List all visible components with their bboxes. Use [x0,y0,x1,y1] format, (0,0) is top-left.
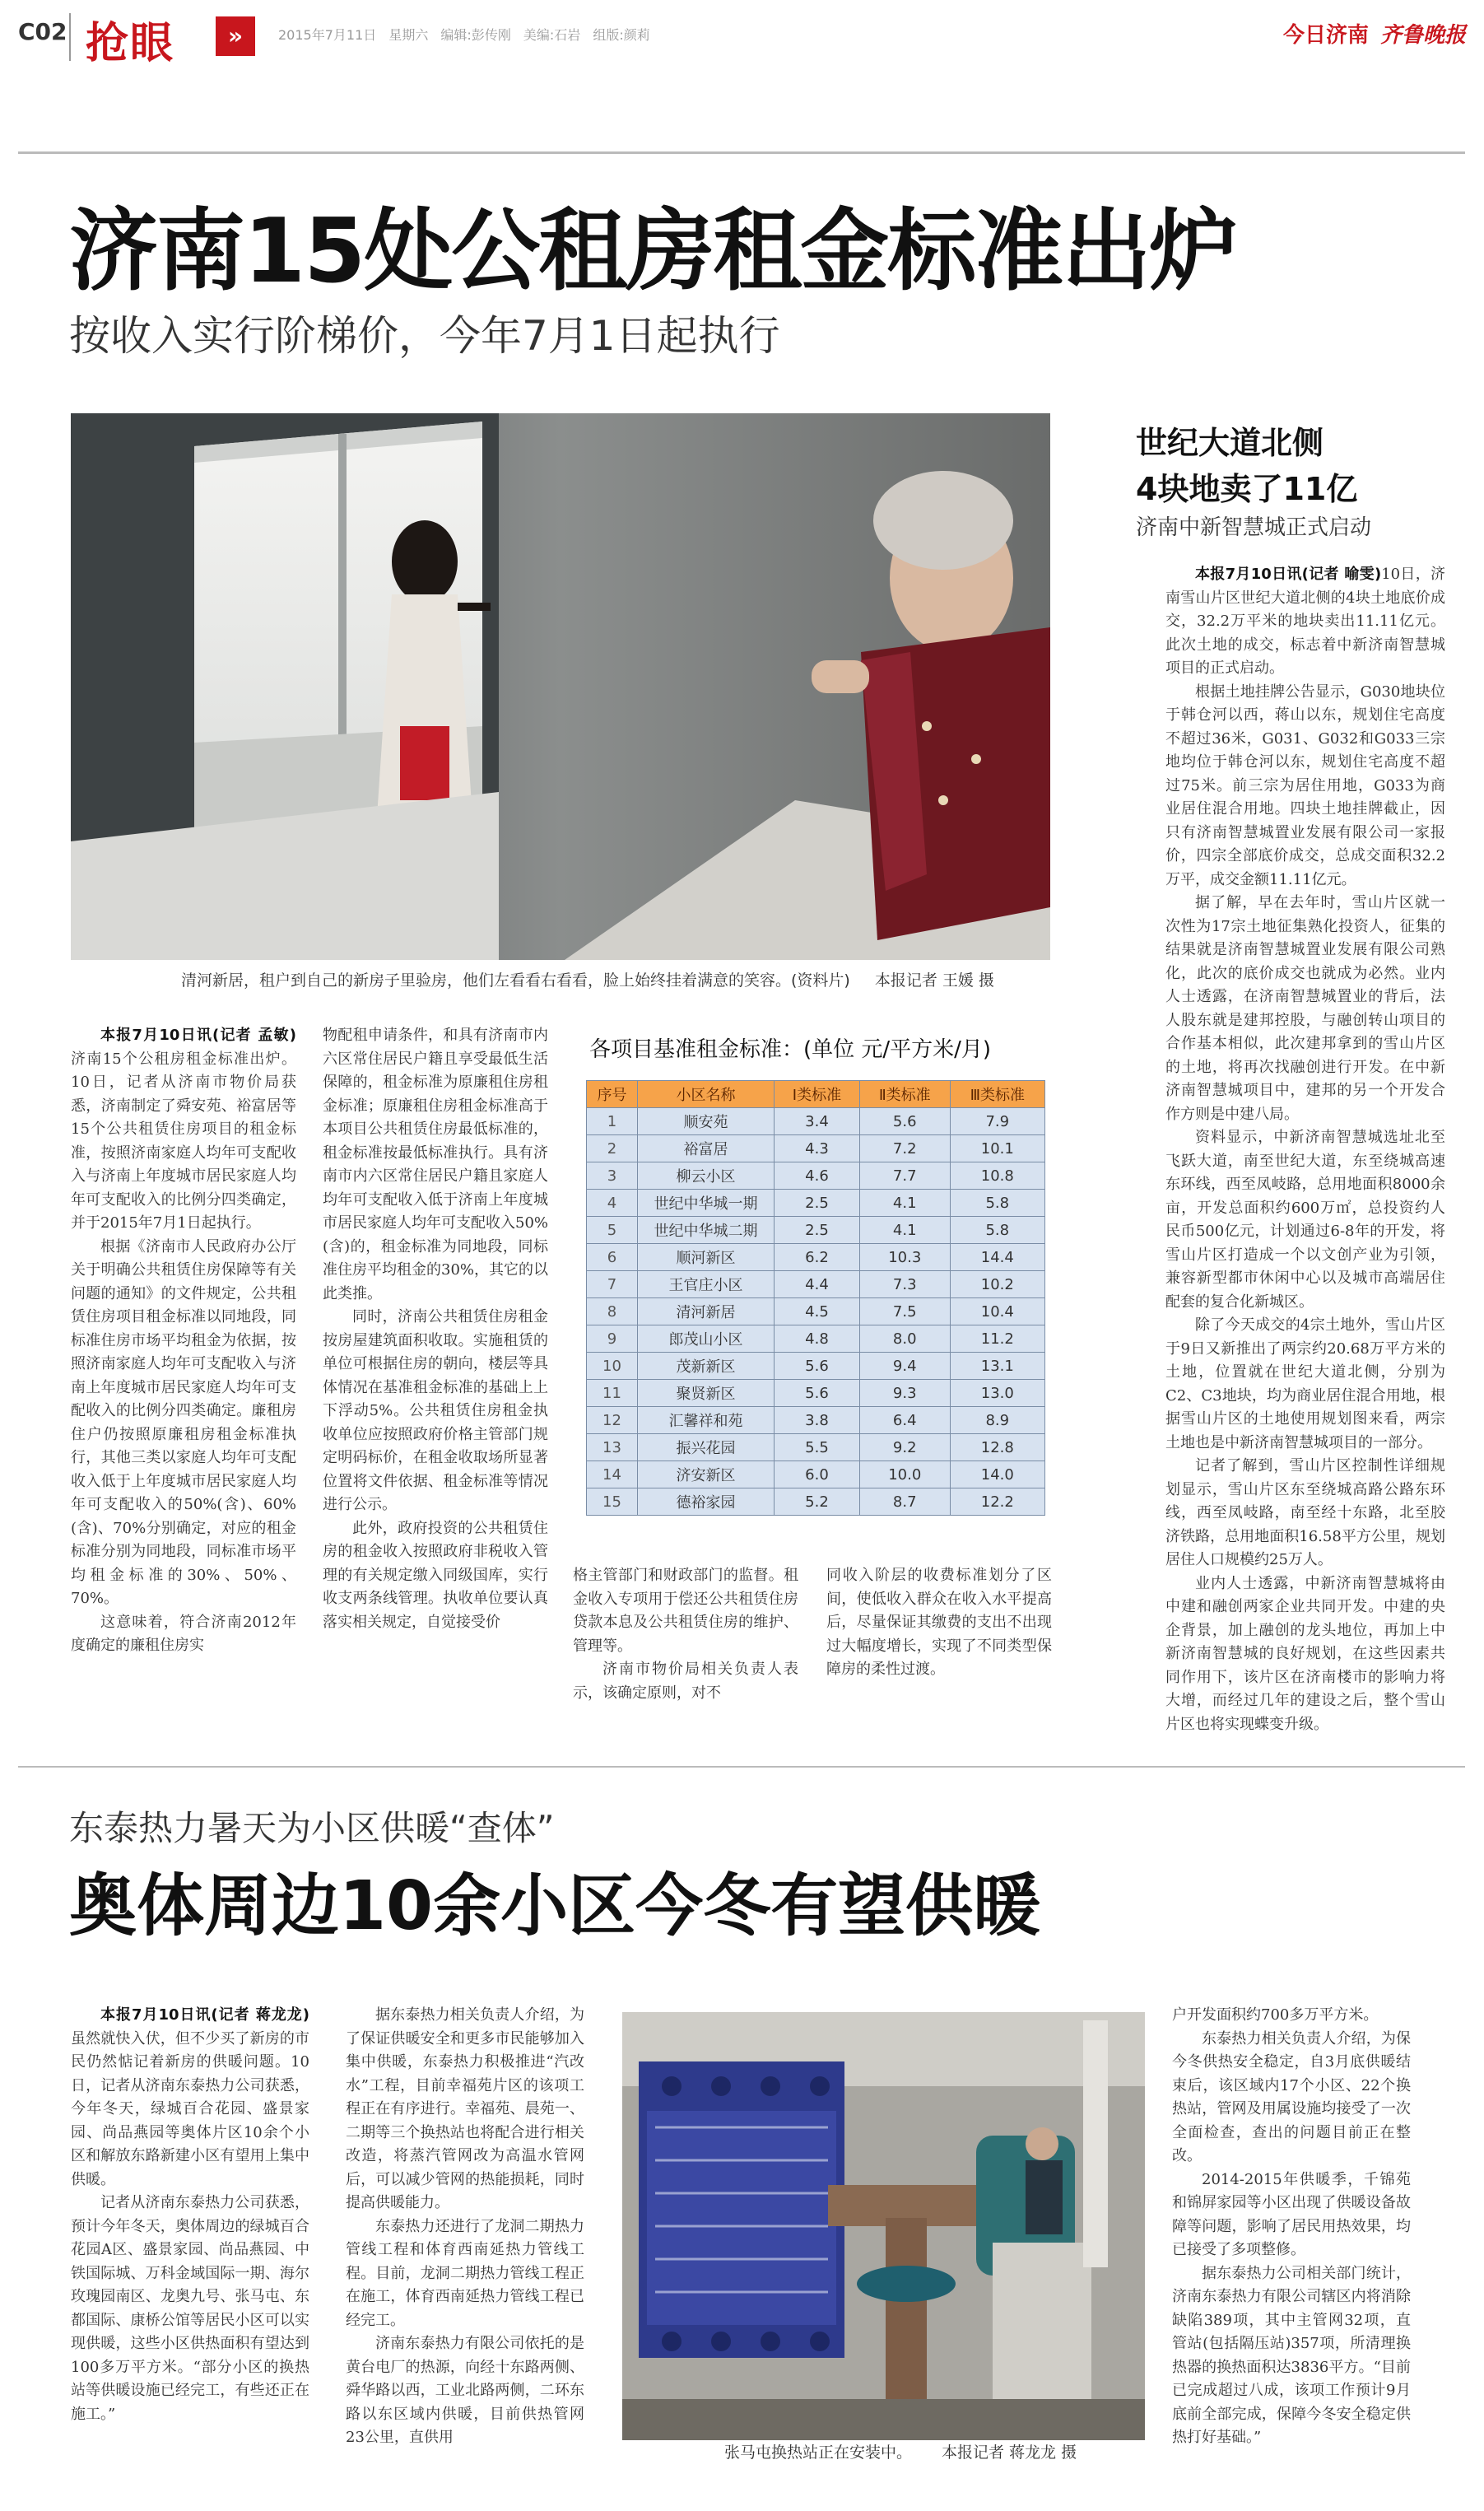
table-cell: 世纪中华城一期 [638,1190,775,1217]
table-row [587,1380,1045,1407]
table-cell: 2.5 [775,1190,860,1217]
table-cell: 4.1 [859,1190,950,1217]
paragraph: 东泰热力相关负责人介绍，为保今冬供热安全稳定，自3月底供暖结束后，该区域内17个小区、22个换热站，管网及用属设施均接受了一次全面检查，查出的问题目前正在整改。 [1172,2029,1411,2164]
paragraph: 记者从济南东泰热力公司获悉，预计今年冬天，奥体周边的绿城百合花园A区、盛景家园、尚品燕园、中铁国际城、万科金域国际一期、海尔玫瑰园南区、龙奥九号、张马屯、东都国际、康桥公馆等居民小区可以实现供暖，这些小区供热面积有望达到100多万平方米。“部分小区的换热站等供暖设施已经完工，有些还正在施工。” [71,2194,309,2423]
table-cell: 5.6 [775,1353,860,1380]
table-header-cell: Ⅰ类标准 [775,1081,860,1108]
table-cell: 13 [587,1434,638,1461]
table-cell: 8.0 [859,1325,950,1353]
paragraph: 物配租申请条件，和具有济南市内六区常住居民户籍且享受最低生活保障的，租金标准为原廉租住房租金标准；原廉租住房租金标准高于本项目公共租赁住房最低标准的，租金标准按最低标准执行。具有济南市内六区常住居民户籍且家庭人均年可支配收入低于济南上年度城市居民家庭人均年可支配收入50%(含)的，租金标准为同地段，同标准住房平均租金的30%，其它的以此类推。 [323,1027,549,1302]
side-headline [1136,420,1357,512]
photo-illustration [71,413,1050,960]
table-cell: 3 [587,1162,638,1190]
dateline: 本报7月10日讯(记者 蒋龙龙) [100,2006,309,2024]
table-cell: 9.4 [859,1353,950,1380]
table-cell: 6.0 [775,1461,860,1488]
table-cell: 10.8 [950,1162,1044,1190]
paragraph: 根据土地挂牌公告显示，G030地块位于韩仓河以西，蒋山以东，规划住宅高度不超过36米，G031、G032和G033三宗地均位于韩仓河以东，规划住宅高度不超过75米。前三宗为居住用地，G033为商业居住混合用地。四块土地挂牌截止，因只有济南智慧城置业发展有限公司一家报价，四宗全部底价成交，总成交面积32.2万平，成交金额11.11亿元。 [1165,682,1445,888]
story2-column-1 [71,2004,309,2426]
paragraph: 根据《济南市人民政府办公厅关于明确公共租赁住房保障等有关问题的通知》的文件规定，公共租赁住房项目租金标准以同地段，同标准住房市场平均租金为依据，按照济南家庭人均年可支配收入与济南上年度城市居民家庭人均年可支配收入的比例分四类确定。廉租房住户仍按照原廉租房租金标准执行，其他三类以家庭人均年可支配收入低于上年度城市居民家庭人均年可支配收入的50%(含)、60%(含)、70%分别确定，对应的租金标准分别为同地段，同标准市场平均租金标准的30%、50%、70%。 [71,1237,296,1607]
table-row [587,1407,1045,1434]
table-cell: 5 [587,1217,638,1244]
table-cell: 7.9 [950,1108,1044,1135]
paragraph: 户开发面积约700多万平方米。 [1172,2006,1379,2024]
photo-credit: 本报记者 蒋龙龙 摄 [942,2443,1077,2462]
table-cell: 世纪中华城二期 [638,1217,775,1244]
table-cell: 7.3 [859,1271,950,1298]
story2-column-3 [1172,2004,1411,2450]
table-cell: 12.8 [950,1434,1044,1461]
story2-kicker: 东泰热力暑天为小区供暖“查体” [69,1808,555,1848]
paragraph: 10日，济南雪山片区世纪大道北侧的4块土地底价成交，32.2万平米的地块卖出11.11亿元。此次土地的成交，标志着中新济南智慧城项目的正式启动。 [1165,566,1446,677]
paragraph: 济南市物价局相关负责人表示，该确定原则，对不 [573,1661,798,1702]
table-cell: 聚贤新区 [638,1380,775,1407]
table-cell: 10.4 [950,1298,1044,1325]
article-column-1 [71,1024,296,1658]
table-cell: 7.7 [859,1162,950,1190]
paragraph: 虽然就快入伏，但不少买了新房的市民仍然惦记着新房的供暖问题。10日，记者从济南东泰热力公司获悉，今年冬天，绿城百合花园、盛景家园、尚品燕园等奥体片区10余个小区和解放东路新建小区有望用上集中供暖。 [71,2029,309,2188]
table-cell: 14.4 [950,1244,1044,1271]
paragraph: 据东泰热力相关负责人介绍，为了保证供暖安全和更多市民能够加入集中供暖，东泰热力积极推进“汽改水”工程，目前幸福苑片区的该项工程正在有序进行。幸福苑、晨苑一、二期等三个换热站也将配合进行相关改造，将蒸汽管网改为高温水管网后，可以减少管网的热能损耗，同时提高供暖能力。 [346,2006,584,2211]
table-cell: 8 [587,1298,638,1325]
side-article-body [1165,563,1445,1736]
table-cell: 7.5 [859,1298,950,1325]
paragraph: 2014-2015年供暖季，千锦苑和锦屏家园等小区出现了供暖设备故障等问题，影响了居民用热效果，均已接受了多项整修。 [1172,2170,1411,2258]
news-photo-apartment [71,413,1050,960]
photo-credit: 本报记者 王媛 摄 [874,971,994,990]
story2-headline: 奥体周边10余小区今冬有望供暖 [69,1867,1041,1945]
table-cell: 12 [587,1407,638,1434]
table-row [587,1135,1045,1162]
table-cell: 5.6 [775,1380,860,1407]
paragraph: 同时，济南公共租赁住房租金按房屋建筑面积收取。实施租赁的单位可根据住房的朝向，楼层等具体情况在基准租金标准的基础上上下浮动5%。公共租赁住房租金执收单位应按照政府价格主管部门规定明码标价，在租金收取场所显著位置将文件依据、租金标准等情况进行公示。 [323,1308,548,1513]
table-cell: 15 [587,1488,638,1516]
masthead [1283,18,1466,49]
dateline: 本报7月10日讯(记者 孟敏) [100,1027,296,1044]
paragraph: 同收入阶层的收费标准划分了区间，使低收入群众在收入水平提高后，尽量保证其缴费的支出不出现过大幅度增长，实现了不同类型保障房的柔性过渡。 [826,1567,1052,1678]
paragraph: 据了解，早在去年时，雪山片区就一次性为17宗土地征集熟化投资人，征集的结果就是济南智慧城置业发展有限公司熟化，此次的底价成交也就成为必然。业内人士透露，在济南智慧城置业的背后，法人股东就是建邦控股，与融创转山项目的合作基本相似，此次建邦拿到的雪山片区的土地，将再次找融创进行开发。在中新济南智慧城项目中，建邦的另一个开发合作方则是中建八局。 [1165,894,1445,1123]
issue-meta: 2015年7月11日 星期六 编辑:彭传刚 美编:石岩 组版:颜莉 [278,27,650,43]
table-cell: 10 [587,1353,638,1380]
table-cell: 茂新新区 [638,1353,775,1380]
news-photo-heat-station [622,2012,1145,2440]
table-cell: 德裕家园 [638,1488,775,1516]
main-subhead: 按收入实行阶梯价，今年7月1日起执行 [69,312,780,360]
paragraph: 济南东泰热力有限公司依托的是黄台电厂的热源，向经十东路两侧、舜华路以西，工业北路两侧，二环东路以东区域内供暖，目前供热管网23公里，直供用 [346,2335,584,2446]
side-headline-line2: 4块地卖了11亿 [1136,471,1358,507]
table-cell: 振兴花园 [638,1434,775,1461]
paragraph: 资料显示，中新济南智慧城选址北至飞跃大道，南至世纪大道，东至绕城高速东环线，西至凤岐路，总用地面积8000余亩，开发总面积约600万㎡，总投资约人民币500亿元，计划通过6-8年的开发，将雪山片区打造成一个以文创产业为引领，兼容新型都市休闲中心以及城市高端居住配套的复合化新城区。 [1165,1129,1445,1311]
table-header-cell: Ⅱ类标准 [859,1081,950,1108]
table-cell: 10.1 [950,1135,1044,1162]
main-headline: 济南15处公租房租金标准出炉 [69,200,1237,303]
table-row [587,1461,1045,1488]
table-cell: 顺安苑 [638,1108,775,1135]
table-cell: 汇馨祥和苑 [638,1407,775,1434]
photo-caption-text: 张马屯换热站正在安装中。 [724,2443,913,2462]
section-title: 抢眼 [86,19,175,68]
table-cell: 清河新居 [638,1298,775,1325]
table-cell: 裕富居 [638,1135,775,1162]
table-cell: 13.1 [950,1353,1044,1380]
paragraph: 业内人士透露，中新济南智慧城将由中建和融创两家企业共同开发。中建的央企背景，加上融创的龙头地位，再加上中新济南智慧城的良好规划，在这些因素共同作用下，该片区在济南楼市的影响力将大增，而经过几年的建设之后，整个雪山片区也将实现蝶变升级。 [1165,1574,1445,1733]
section-arrow-icon: » [216,16,255,56]
side-subhead: 济南中新智慧城正式启动 [1136,515,1372,540]
table-header-cell: Ⅲ类标准 [950,1081,1044,1108]
article-column-3 [573,1564,798,1705]
table-cell: 2.5 [775,1217,860,1244]
photo-illustration [622,2012,1145,2440]
paragraph: 除了今天成交的4宗土地外，雪山片区于9日又新推出了两宗约20.68万平方米的土地，位置就在世纪大道北侧，分别为C2、C3地块，均为商业居住混合用地，根据雪山片区的土地使用规划图来看，两宗土地也是中新济南智慧城项目的一部分。 [1165,1316,1445,1451]
table-row [587,1108,1045,1135]
table-cell: 11.2 [950,1325,1044,1353]
paragraph: 格主管部门和财政部门的监督。租金收入专项用于偿还公共租赁住房贷款本息及公共租赁住房的维护、管理等。 [573,1567,798,1655]
table-row [587,1190,1045,1217]
table-cell: 4.6 [775,1162,860,1190]
article-column-4 [826,1564,1052,1682]
table-cell: 4 [587,1190,638,1217]
table-cell: 5.2 [775,1488,860,1516]
header-divider [69,13,71,61]
table-cell: 9.2 [859,1434,950,1461]
table-cell: 4.1 [859,1217,950,1244]
table-cell: 3.8 [775,1407,860,1434]
table-cell: 顺河新区 [638,1244,775,1271]
table-cell: 郎茂山小区 [638,1325,775,1353]
table-title: 各项目基准租金标准：(单位 元/平方米/月) [589,1037,992,1062]
table-cell: 10.3 [859,1244,950,1271]
table-row [587,1162,1045,1190]
table-body [587,1108,1045,1516]
table-cell: 柳云小区 [638,1162,775,1190]
table-cell: 4.5 [775,1298,860,1325]
table-cell: 1 [587,1108,638,1135]
paragraph: 据东泰热力公司相关部门统计，济南东泰热力有限公司辖区内将消除缺陷389项，其中主管网32项，直管站(包括隔压站)357项，所清理换热器的换热面积达3836平方。“目前已完成超过八成，该项工作预计9月底前全部完成，保障今冬安全稳定供热打好基础。” [1172,2264,1411,2446]
table-cell: 10.2 [950,1271,1044,1298]
photo-caption-text: 清河新居，租户到自己的新房子里验房，他们左看看右看看，脸上始终挂着满意的笑容。(资料片) [181,971,850,990]
table-cell: 5.5 [775,1434,860,1461]
table-cell: 8.7 [859,1488,950,1516]
table-cell: 13.0 [950,1380,1044,1407]
table-cell: 3.4 [775,1108,860,1135]
table-cell: 6.2 [775,1244,860,1271]
table-cell: 9.3 [859,1380,950,1407]
table-row [587,1434,1045,1461]
table-cell: 14 [587,1461,638,1488]
table-cell: 王官庄小区 [638,1271,775,1298]
table-cell: 12.2 [950,1488,1044,1516]
paragraph: 这意味着，符合济南2012年度确定的廉租住房实 [71,1613,296,1654]
table-row [587,1325,1045,1353]
table-row [587,1488,1045,1516]
table-row [587,1271,1045,1298]
table-cell: 济安新区 [638,1461,775,1488]
header-rule [18,151,1465,154]
section-rule [18,1766,1465,1768]
table-cell: 10.0 [859,1461,950,1488]
table-row [587,1298,1045,1325]
paragraph: 济南15个公租房租金标准出炉。10日，记者从济南市物价局获悉，济南制定了舜安苑、裕富居等15个公共租赁住房项目的租金标准，按照济南家庭人均年可支配收入与济南上年度城市居民家庭人均年可支配收入的比例分四类确定，并于2015年7月1日起执行。 [71,1050,296,1232]
story2-column-2 [346,2004,584,2450]
table-row [587,1244,1045,1271]
table-cell: 7 [587,1271,638,1298]
table-header-cell: 序号 [587,1081,638,1108]
table-cell: 6.4 [859,1407,950,1434]
photo-caption [181,968,994,990]
table-cell: 6 [587,1244,638,1271]
table-cell: 9 [587,1325,638,1353]
side-headline-line1: 世纪大道北侧 [1136,425,1324,461]
table-cell: 8.9 [950,1407,1044,1434]
table-cell: 2 [587,1135,638,1162]
dateline: 本报7月10日讯(记者 喻雯) [1195,566,1382,583]
table-cell: 14.0 [950,1461,1044,1488]
table-cell: 5.6 [859,1108,950,1135]
rent-standard-table [586,1080,1045,1516]
newspaper-logo: 齐鲁晚报 [1379,23,1466,48]
photo-caption-2 [724,2440,1077,2462]
article-column-2 [323,1024,548,1634]
table-cell: 5.8 [950,1217,1044,1244]
table-header-cell: 小区名称 [638,1081,775,1108]
table-header-row [587,1081,1045,1108]
page-number: C02 [18,18,67,45]
table-cell: 4.4 [775,1271,860,1298]
paragraph: 记者了解到，雪山片区控制性详细规划显示，雪山片区东至绕城高路公路东环线，西至凤岐路，南至经十东路，北至胶济铁路，总用地面积16.58平方公里，规划居住人口规模约25万人。 [1165,1457,1445,1568]
table-cell: 4.8 [775,1325,860,1353]
table-cell: 7.2 [859,1135,950,1162]
table-cell: 4.3 [775,1135,860,1162]
column-name: 今日济南 [1282,23,1369,48]
table-row [587,1217,1045,1244]
table-row [587,1353,1045,1380]
table-cell: 5.8 [950,1190,1044,1217]
paragraph: 此外，政府投资的公共租赁住房的租金收入按照政府非税收入管理的有关规定缴入同级国库，实行收支两条线管理。执收单位要认真落实相关规定，自觉接受价 [323,1519,548,1631]
table-cell: 11 [587,1380,638,1407]
paragraph: 东泰热力还进行了龙洞二期热力管线工程和体育西南延热力管线工程。目前，龙洞二期热力管线工程正在施工，体育西南延热力管线工程已经完工。 [346,2217,584,2329]
